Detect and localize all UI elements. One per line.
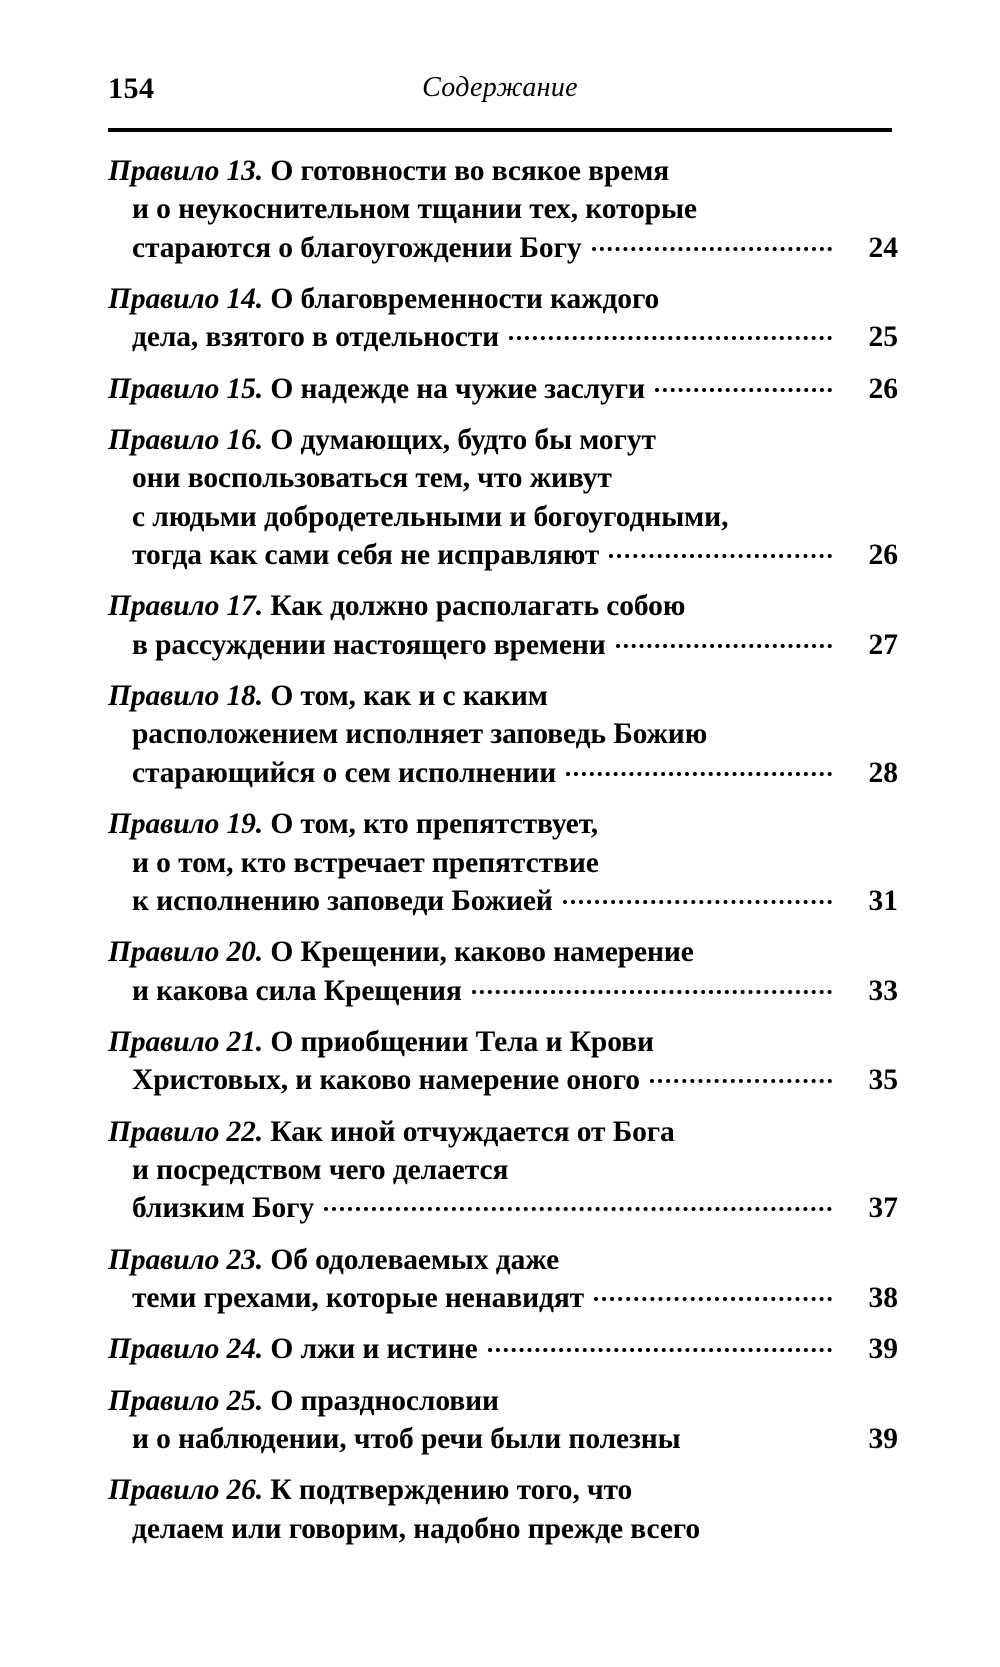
toc-entry-text [108,1189,314,1227]
toc-entry-text [108,370,645,408]
toc-rule-label: Правило 16. [108,424,264,457]
toc-leader-dots [609,554,832,558]
toc-entry-line [108,280,898,318]
toc-entry-line [108,152,898,190]
toc-page-number: 33 [868,974,898,1007]
toc-rule-label: Правило 17. [108,590,264,623]
toc-entry-line [108,677,898,715]
toc-entry-text [108,1471,632,1509]
toc-entry-line [108,882,898,920]
toc-page-number: 31 [868,884,898,917]
toc-entry-text [108,152,669,190]
toc-entry-title: делаем или говорим, надобно прежде всего [132,1512,701,1545]
toc-entry-text [108,677,548,715]
toc-page-number: 27 [868,628,898,661]
toc-entry-title: и о наблюдении, чтоб речи были полезны [132,1422,681,1455]
toc-entry-text [108,1382,499,1420]
toc-rule-label: Правило 23. [108,1243,264,1276]
toc-rule-label: Правило 22. [108,1115,264,1148]
toc-entry-text [108,229,582,267]
toc-entry-text [108,844,599,882]
toc-entry-text [108,318,499,356]
toc-entry[interactable] [108,1382,898,1459]
toc-page-number: 37 [868,1192,898,1225]
toc-rule-label: Правило 19. [108,808,264,841]
toc-entry-text [108,1151,508,1189]
toc-entry[interactable] [108,805,898,920]
table-of-contents [108,152,898,1561]
toc-entry[interactable] [108,1471,898,1548]
toc-entry[interactable] [108,1330,898,1368]
toc-entry[interactable] [108,1241,898,1318]
toc-entry-text [108,1061,640,1099]
toc-leader-dots [592,247,832,251]
toc-entry-title: Как иной отчуждается от Бога [263,1115,675,1148]
toc-entry-text [108,626,606,664]
toc-entry-title: с людьми добродетельными и богоугодными, [132,500,729,533]
toc-leader-dots [594,1297,832,1301]
folio-number: 154 [108,72,155,105]
toc-entry-text [108,972,462,1010]
toc-page-number: 28 [868,756,898,789]
toc-entry-title: и посредством чего делается [132,1153,509,1186]
toc-entry-title: близким Богу [132,1192,315,1225]
toc-entry-text [108,754,556,792]
toc-rule-label: Правило 13. [108,155,264,187]
toc-entry[interactable] [108,152,898,267]
toc-leader-dots [616,644,832,648]
toc-rule-label: Правило 20. [108,936,264,969]
toc-entry-text [108,1330,478,1368]
toc-entry-title: О Крещении, каково намерение [263,936,694,969]
toc-page-number: 24 [868,231,898,264]
toc-entry-text [108,1023,654,1061]
toc-entry-title: К подтверждению того, что [263,1474,633,1507]
toc-entry-title: старающийся о сем исполнении [132,756,557,789]
toc-entry-title: дела, взятого в отдельности [132,321,500,354]
toc-leader-dots [488,1348,832,1352]
toc-leader-dots [655,388,832,392]
toc-entry-title: О лжи и истине [263,1333,478,1366]
toc-entry-text [108,933,694,971]
toc-entry-line [108,229,898,267]
toc-entry-line [108,498,898,536]
toc-entry-line [108,626,898,664]
toc-entry-text [108,498,728,536]
toc-entry-title: Об одолеваемых даже [263,1243,560,1276]
toc-entry-line [108,318,898,356]
toc-page-number: 38 [868,1281,898,1314]
toc-entry-line [108,1023,898,1061]
toc-leader-dots [509,336,832,340]
toc-entry-text [108,459,612,497]
toc-entry[interactable] [108,1023,898,1100]
toc-entry[interactable] [108,933,898,1010]
toc-leader-dots [324,1207,832,1211]
toc-entry-title: к исполнению заповеди Божией [132,884,553,917]
toc-page-number: 35 [868,1064,898,1097]
toc-entry-title: О празднословии [263,1384,499,1417]
toc-entry-title: Христовых, и каково намерение оного [132,1064,640,1097]
header-divider [108,128,892,132]
toc-entry-title: расположением исполняет заповедь Божию [132,718,708,751]
toc-entry-title: О том, как и с каким [263,680,548,713]
toc-entry-line [108,933,898,971]
toc-entry-title: теми грехами, которые ненавидят [132,1281,585,1314]
toc-entry-line [108,1189,898,1227]
toc-page-number: 26 [868,539,898,572]
toc-entry-title: О благовременности каждого [263,283,660,316]
toc-entry-text [108,1420,681,1458]
toc-entry-line [108,1382,898,1420]
toc-rule-label: Правило 26. [108,1474,264,1507]
toc-entry-title: и о том, кто встречает препятствие [132,846,599,879]
toc-rule-label: Правило 18. [108,680,264,713]
toc-entry-title: О готовности во всякое время [263,155,670,187]
toc-entry-text [108,1241,559,1279]
toc-page-number: 26 [868,372,898,405]
toc-entry-line [108,536,898,574]
toc-entry-title: Как должно располагать собою [263,590,686,623]
toc-entry-line [108,1061,898,1099]
toc-entry-title: тогда как сами себя не исправляют [132,539,600,572]
toc-entry-line [108,754,898,792]
toc-entry-line [108,1420,898,1458]
toc-entry[interactable] [108,677,898,792]
toc-entry-line [108,715,898,753]
toc-rule-label: Правило 25. [108,1384,264,1417]
toc-entry-line [108,1279,898,1317]
running-title: Содержание [422,72,578,103]
toc-entry-title: О думающих, будто бы могут [263,424,656,457]
toc-leader-dots [650,1079,832,1083]
toc-entry-text [108,421,656,459]
toc-leader-dots [472,990,832,994]
toc-entry[interactable] [108,1113,898,1228]
toc-entry-line [108,805,898,843]
toc-entry-line [108,1510,898,1548]
toc-rule-label: Правило 24. [108,1333,264,1366]
toc-entry-line [108,1330,898,1368]
toc-entry-line [108,972,898,1010]
toc-entry-title: О приобщении Тела и Крови [263,1025,654,1058]
toc-entry-text [108,587,685,625]
toc-entry[interactable] [108,587,898,664]
toc-rule-label: Правило 14. [108,283,264,316]
toc-entry-title: они воспользоваться тем, что живут [132,462,612,495]
toc-page-number: 25 [868,321,898,354]
toc-entry-title: и о неукоснительном тщании тех, которые [132,193,697,226]
toc-rule-label: Правило 21. [108,1025,264,1058]
toc-entry-text [108,536,599,574]
toc-entry-text [108,190,697,228]
toc-entry-text [108,1113,675,1151]
toc-entry-title: в рассуждении настоящего времени [132,628,606,661]
toc-entry-text [108,280,659,318]
toc-entry-line [108,587,898,625]
toc-entry-text [108,805,598,843]
toc-page-number: 39 [868,1333,898,1366]
toc-entry-text [108,715,707,753]
toc-entry-text [108,1510,700,1548]
toc-entry-title: О надежде на чужие заслуги [263,372,645,405]
toc-entry-title: О том, кто препятствует, [263,808,599,841]
toc-leader-dots [566,772,832,776]
page-header [108,72,892,124]
toc-entry-text [108,1279,584,1317]
toc-entry-line [108,1471,898,1509]
toc-leader-dots [563,900,832,904]
toc-entry-text [108,882,553,920]
toc-entry-line [108,459,898,497]
toc-entry[interactable] [108,370,898,408]
toc-page-number: 39 [868,1422,898,1455]
toc-entry-line [108,370,898,408]
toc-entry[interactable] [108,280,898,357]
toc-entry-line [108,421,898,459]
toc-entry-line [108,1151,898,1189]
toc-entry[interactable] [108,421,898,574]
toc-entry-line [108,1241,898,1279]
toc-entry-title: и какова сила Крещения [132,974,462,1007]
toc-entry-line [108,844,898,882]
toc-entry-title: стараются о благоугождении Богу [132,231,582,264]
toc-entry-line [108,190,898,228]
toc-rule-label: Правило 15. [108,372,264,405]
toc-entry-line [108,1113,898,1151]
